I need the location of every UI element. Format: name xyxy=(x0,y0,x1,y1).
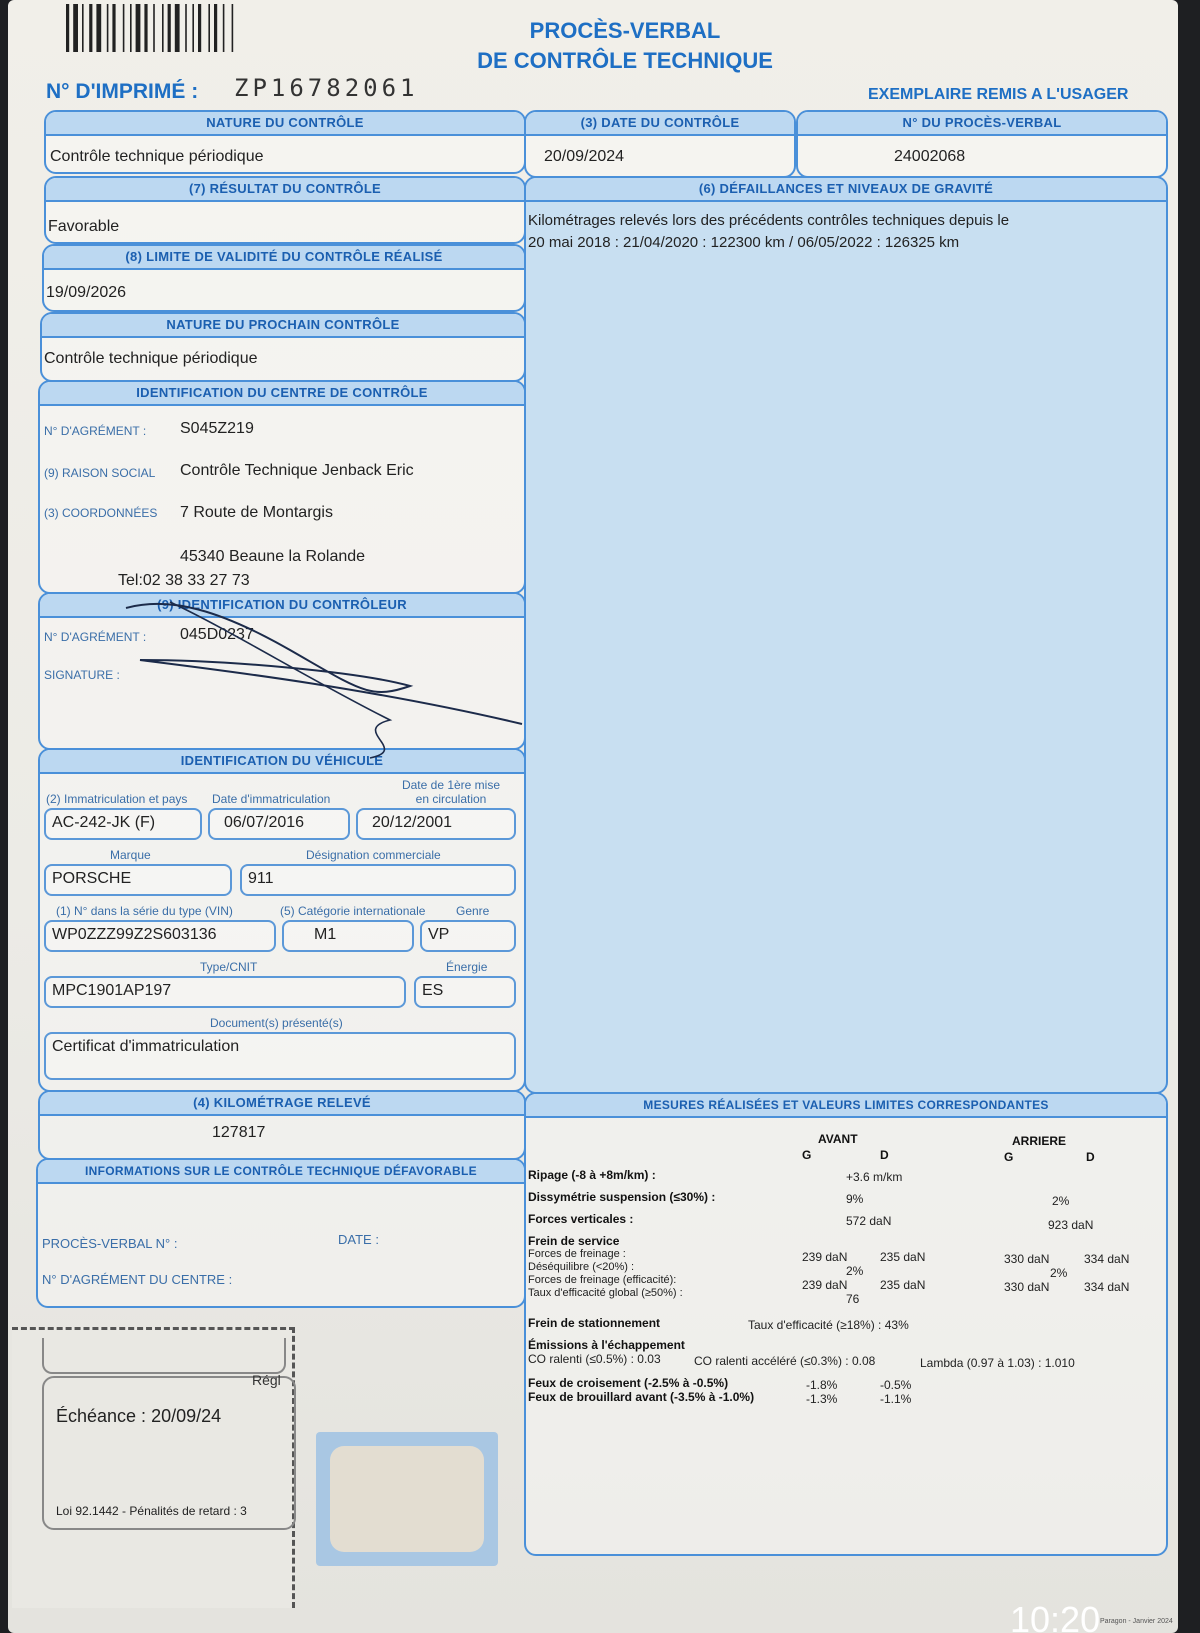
feux-croisement-label: Feux de croisement (-2.5% à -0.5%) xyxy=(528,1376,729,1390)
avant-d: D xyxy=(880,1148,889,1162)
desequilibre-label: Déséquilibre (<20%) : xyxy=(528,1261,635,1273)
fe-av-g: 239 daN xyxy=(802,1278,848,1292)
controleur-title: (9) IDENTIFICATION DU CONTRÔLEUR xyxy=(40,594,524,618)
feux-brouillard-d: -1.1% xyxy=(880,1392,912,1406)
arriere-header: ARRIERE xyxy=(1012,1134,1067,1148)
arriere-d: D xyxy=(1086,1150,1095,1164)
barcode-bar xyxy=(82,4,84,52)
signature-scribble xyxy=(110,590,530,760)
co-ralenti: CO ralenti (≤0.5%) : 0.03 xyxy=(528,1352,661,1366)
signature-label: SIGNATURE : xyxy=(44,668,120,682)
dissym-label: Dissymétrie suspension (≤30%) : xyxy=(528,1190,716,1204)
barcode-bar xyxy=(175,4,180,52)
genre-label: Genre xyxy=(456,904,490,918)
defavorable-title: INFORMATIONS SUR LE CONTRÔLE TECHNIQUE DÉFAVORABLE xyxy=(38,1160,524,1184)
section-date-controle xyxy=(524,110,796,178)
raison-label: (9) RAISON SOCIAL xyxy=(44,466,156,480)
doc-title-line1: PROCÈS-VERBAL xyxy=(529,18,721,43)
resultat-title: (7) RÉSULTAT DU CONTRÔLE xyxy=(46,178,524,202)
ripage-value: +3.6 m/km xyxy=(846,1170,903,1184)
barcode-bar xyxy=(96,4,101,52)
immat-field: AC-242-JK (F) xyxy=(44,808,202,840)
controleur-agrement-value: 045D0237 xyxy=(180,626,254,643)
feux-brouillard-g: -1.3% xyxy=(806,1392,838,1406)
centre-agrement-value: S045Z219 xyxy=(180,420,254,437)
copy-label: EXEMPLAIRE REMIS A L'USAGER xyxy=(868,86,1129,103)
section-pv-number xyxy=(796,110,1168,178)
imprime-number: ZP16782061 xyxy=(234,74,419,102)
stub-loi: Loi 92.1442 - Pénalités de retard : 3 xyxy=(56,1504,247,1518)
premiere-mise-field: 20/12/2001 xyxy=(356,808,516,840)
forces-vert-label: Forces verticales : xyxy=(528,1212,634,1226)
premiere-mise-label-2: en circulation xyxy=(415,792,487,806)
ff-av-g: 239 daN xyxy=(802,1250,848,1264)
taux-global-value: 76 xyxy=(846,1292,860,1306)
address-line2: 45340 Beaune la Rolande xyxy=(180,548,366,565)
barcode-bar xyxy=(192,4,194,52)
premiere-mise-label-1: Date de 1ère mise xyxy=(401,778,501,792)
section-prochain xyxy=(40,312,526,382)
categorie-field: M1 xyxy=(282,920,414,952)
forces-vert-avant: 572 daN xyxy=(846,1214,892,1228)
barcode-bar xyxy=(162,4,164,52)
mesures-title: MESURES RÉALISÉES ET VALEURS LIMITES CORRESPONDANTES xyxy=(526,1094,1166,1118)
barcode-bar xyxy=(66,4,69,52)
type-field: MPC1901AP197 xyxy=(44,976,406,1008)
defavorable-agrement-label: N° D'AGRÉMENT DU CENTRE : xyxy=(42,1272,233,1287)
genre-field: VP xyxy=(420,920,516,952)
renewal-stub xyxy=(12,1327,295,1608)
dissym-arriere: 2% xyxy=(1052,1194,1070,1208)
feux-brouillard-label: Feux de brouillard avant (-3.5% à -1.0%) xyxy=(528,1390,755,1404)
stub-echeance: Échéance : 20/09/24 xyxy=(56,1406,222,1426)
centre-agrement-label: N° D'AGRÉMENT : xyxy=(44,424,147,438)
limite-value: 19/09/2026 xyxy=(46,284,127,301)
stationnement-label: Frein de stationnement xyxy=(528,1316,661,1330)
status-clock: 10:20 xyxy=(1010,1606,1101,1633)
deseq-av: 2% xyxy=(846,1264,864,1278)
barcode-bar xyxy=(198,4,201,52)
feux-croisement-g: -1.8% xyxy=(806,1378,838,1392)
defaillances-line1: Kilométrages relevés lors des précédents contrôles techniques depuis le xyxy=(528,212,1010,229)
vehicule-title: IDENTIFICATION DU VÉHICULE xyxy=(40,750,524,774)
centre-tel: Tel:02 38 33 27 73 xyxy=(118,572,250,589)
doc-title-line2: DE CONTRÔLE TECHNIQUE xyxy=(477,48,773,73)
co-accelere: CO ralenti accéléré (≤0.3%) : 0.08 xyxy=(694,1354,876,1368)
hologram-inner xyxy=(330,1446,484,1552)
kilometrage-title: (4) KILOMÉTRAGE RELEVÉ xyxy=(40,1092,524,1116)
prochain-value: Contrôle technique périodique xyxy=(44,350,258,367)
vin-label: (1) N° dans la série du type (VIN) xyxy=(56,904,233,918)
forces-vert-arriere: 923 daN xyxy=(1048,1218,1094,1232)
documents-field: Certificat d'immatriculation xyxy=(44,1032,516,1080)
pv-number-title: N° DU PROCÈS-VERBAL xyxy=(798,112,1166,136)
coord-label: (3) COORDONNÉES xyxy=(44,506,158,520)
avant-header: AVANT xyxy=(818,1132,858,1146)
barcode-bar xyxy=(232,4,234,52)
section-defaillances xyxy=(524,176,1168,1094)
taux-global-label: Taux d'efficacité global (≥50%) : xyxy=(528,1287,683,1299)
imprime-label: N° D'IMPRIMÉ : xyxy=(46,80,199,103)
section-nature xyxy=(44,110,526,174)
barcode-bar xyxy=(153,4,155,52)
fe-av-d: 235 daN xyxy=(880,1278,926,1292)
date-controle-value: 20/09/2024 xyxy=(544,148,625,165)
frein-service-label: Frein de service xyxy=(528,1234,620,1248)
barcode-bar xyxy=(223,4,225,52)
section-vehicule xyxy=(38,748,526,1092)
date-immat-label: Date d'immatriculation xyxy=(212,792,331,806)
categorie-label: (5) Catégorie internationale xyxy=(280,904,426,918)
barcode-bar xyxy=(136,4,141,52)
energie-field: ES xyxy=(414,976,516,1008)
barcode-bar xyxy=(107,4,109,52)
ff-ar-g: 330 daN xyxy=(1004,1252,1050,1266)
defaillances-title: (6) DÉFAILLANCES ET NIVEAUX DE GRAVITÉ xyxy=(526,178,1166,202)
feux-croisement-d: -0.5% xyxy=(880,1378,912,1392)
barcode-bar xyxy=(208,4,210,52)
section-kilometrage xyxy=(38,1090,526,1160)
pv-number-value: 24002068 xyxy=(894,148,966,165)
marque-field: PORSCHE xyxy=(44,864,232,896)
barcode-bar xyxy=(185,4,187,52)
section-nature-title: NATURE DU CONTRÔLE xyxy=(46,112,524,136)
printer-mark: Paragon - Janvier 2024 xyxy=(1100,1618,1173,1625)
emissions-label: Émissions à l'échappement xyxy=(528,1338,685,1352)
marque-label: Marque xyxy=(110,848,151,862)
immat-label: (2) Immatriculation et pays xyxy=(46,792,188,806)
barcode-bar xyxy=(168,4,171,52)
barcode-bar xyxy=(123,4,125,52)
barcode xyxy=(62,2,272,54)
forces-freinage-label: Forces de freinage : xyxy=(528,1248,626,1260)
forces-eff-label: Forces de freinage (efficacité): xyxy=(528,1274,677,1286)
section-limite xyxy=(42,244,526,312)
section-resultat xyxy=(44,176,526,244)
fe-ar-g: 330 daN xyxy=(1004,1280,1050,1294)
date-controle-title: (3) DATE DU CONTRÔLE xyxy=(526,112,794,136)
raison-value: Contrôle Technique Jenback Eric xyxy=(180,462,414,479)
stationnement-value: Taux d'efficacité (≥18%) : 43% xyxy=(748,1318,909,1332)
fe-ar-d: 334 daN xyxy=(1084,1280,1130,1294)
section-centre xyxy=(38,380,526,594)
defaillances-line2: 20 mai 2018 : 21/04/2020 : 122300 km / 06/05/2022 : 126325 km xyxy=(528,234,960,251)
address-line1: 7 Route de Montargis xyxy=(180,504,333,521)
designation-field: 911 xyxy=(240,864,516,896)
limite-title: (8) LIMITE DE VALIDITÉ DU CONTRÔLE RÉALISÉ xyxy=(44,246,524,270)
barcode-bar xyxy=(214,4,217,52)
ripage-label: Ripage (-8 à +8m/km) : xyxy=(528,1168,656,1182)
prochain-title: NATURE DU PROCHAIN CONTRÔLE xyxy=(42,314,524,338)
centre-title: IDENTIFICATION DU CENTRE DE CONTRÔLE xyxy=(40,382,524,406)
defavorable-pv-label: PROCÈS-VERBAL N° : xyxy=(42,1236,178,1251)
stub-regl: Régl xyxy=(252,1372,281,1388)
ff-ar-d: 334 daN xyxy=(1084,1252,1130,1266)
deseq-ar: 2% xyxy=(1050,1266,1068,1280)
energie-label: Énergie xyxy=(446,960,488,974)
barcode-bar xyxy=(73,4,78,52)
lambda: Lambda (0.97 à 1.03) : 1.010 xyxy=(920,1356,1075,1370)
designation-label: Désignation commerciale xyxy=(306,848,441,862)
arriere-g: G xyxy=(1004,1150,1014,1164)
kilometrage-value: 127817 xyxy=(212,1124,266,1141)
controleur-agrement-label: N° D'AGRÉMENT : xyxy=(44,630,147,644)
section-defavorable xyxy=(36,1158,526,1308)
barcode-bar xyxy=(130,4,132,52)
ff-av-d: 235 daN xyxy=(880,1250,926,1264)
defavorable-date-label: DATE : xyxy=(338,1232,379,1247)
avant-g: G xyxy=(802,1148,812,1162)
barcode-bar xyxy=(89,4,92,52)
hologram-window xyxy=(316,1432,498,1566)
dissym-avant: 9% xyxy=(846,1192,864,1206)
vin-field: WP0ZZZ99Z2S603136 xyxy=(44,920,276,952)
resultat-value: Favorable xyxy=(48,218,120,235)
section-mesures xyxy=(524,1092,1168,1556)
barcode-bar xyxy=(112,4,115,52)
documents-label: Document(s) présenté(s) xyxy=(210,1016,343,1030)
type-label: Type/CNIT xyxy=(200,960,258,974)
nature-value: Contrôle technique périodique xyxy=(50,148,264,165)
barcode-bar xyxy=(144,4,147,52)
stub-frame-top xyxy=(42,1338,286,1374)
date-immat-field: 06/07/2016 xyxy=(208,808,350,840)
